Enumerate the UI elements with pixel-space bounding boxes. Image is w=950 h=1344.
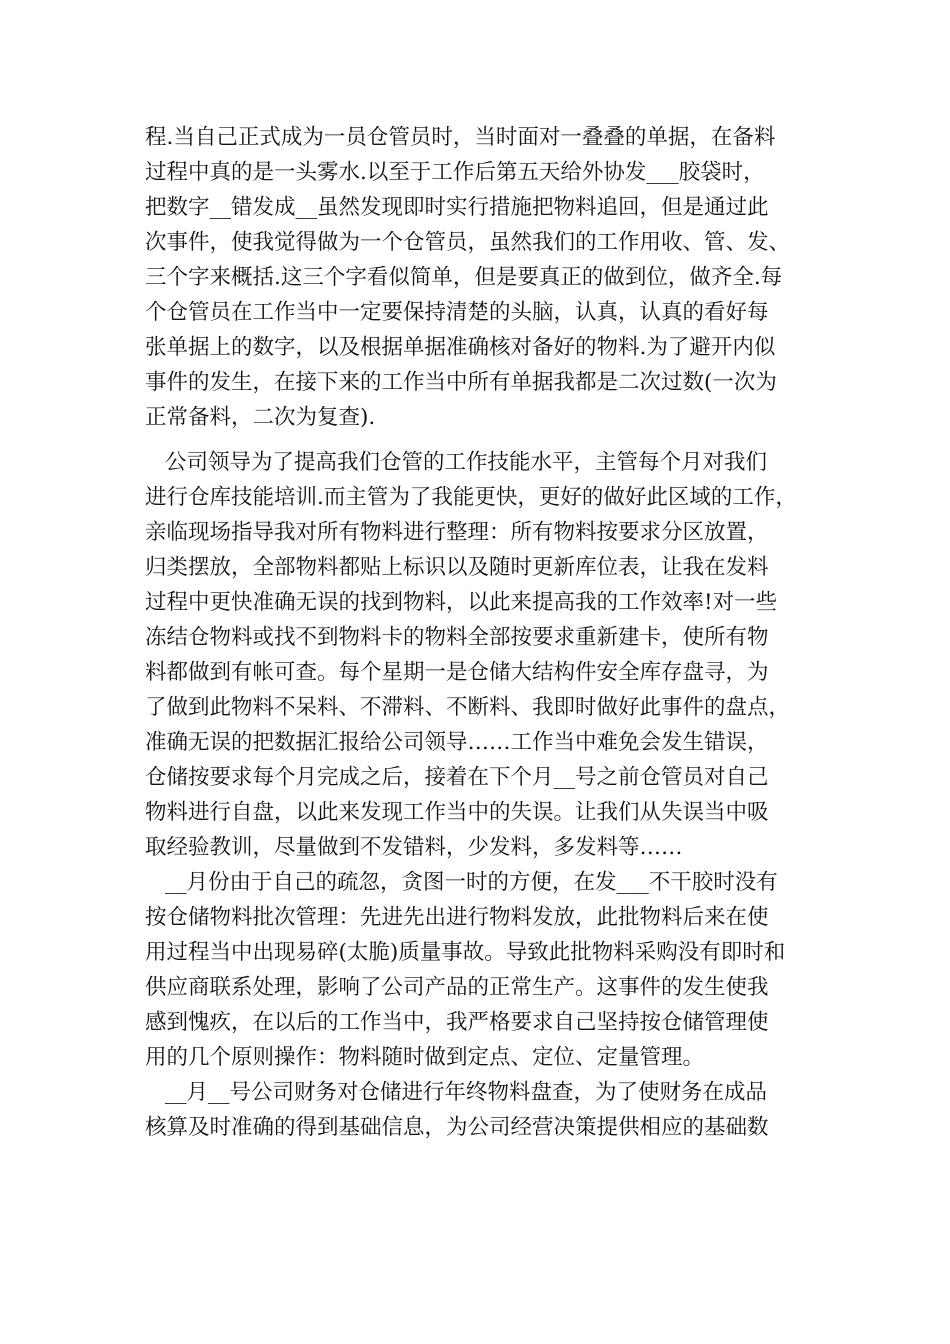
- text-line: 公司领导为了提高我们仓管的工作技能水平，主管每个月对我们: [165, 450, 768, 475]
- text-line: 感到愧疚，在以后的工作当中，我严格要求自己坚持按仓储管理使: [145, 1010, 769, 1035]
- text-line: 个仓管员在工作当中一定要保持清楚的头脑，认真，认真的看好每: [145, 300, 769, 325]
- text-line: 亲临现场指导我对所有物料进行整理：所有物料按要求分区放置，: [145, 520, 769, 545]
- text-line: 过程中真的是一头雾水.以至于工作后第五天给外协发___胶袋时，: [145, 160, 765, 185]
- paragraph-2: [145, 445, 815, 865]
- text-line: 进行仓库技能培训.而主管为了我能更快，更好的做好此区域的工作，: [145, 485, 797, 510]
- text-line: 张单据上的数字，以及根据单据准确核对备好的物料.为了避开内似: [145, 335, 776, 360]
- paragraph-gap: [145, 435, 815, 445]
- text-line: 把数字__错发成__虽然发现即时实行措施把物料追回，但是通过此: [145, 195, 769, 220]
- text-line: 冻结仓物料或找不到物料卡的物料全部按要求重新建卡，使所有物: [145, 625, 769, 650]
- paragraph-3: [145, 865, 815, 1075]
- text-line: 仓储按要求每个月完成之后，接着在下个月__号之前仓管员对自己: [145, 765, 769, 790]
- text-line: __月份由于自己的疏忽，贪图一时的方便，在发___不干胶时没有: [165, 870, 778, 895]
- text-line: 事件的发生，在接下来的工作当中所有单据我都是二次过数(一次为: [145, 370, 777, 395]
- text-line: 料都做到有帐可查。每个星期一是仓储大结构件安全库存盘寻，为: [145, 660, 769, 685]
- paragraph-1: [145, 120, 815, 435]
- text-line: 归类摆放，全部物料都贴上标识以及随时更新库位表，让我在发料: [145, 555, 769, 580]
- text-line: 按仓储物料批次管理：先进先出进行物料发放，此批物料后来在使: [145, 905, 769, 930]
- text-line: 三个字来概括.这三个字看似简单，但是要真正的做到位，做齐全.每: [145, 265, 783, 290]
- document-body: [145, 120, 815, 1145]
- text-line: 准确无误的把数据汇报给公司领导……工作当中难免会发生错误，: [145, 730, 769, 755]
- text-line: 次事件，使我觉得做为一个仓管员，虽然我们的工作用收、管、发、: [145, 230, 791, 255]
- paragraph-4: [145, 1075, 815, 1145]
- text-line: 核算及时准确的得到基础信息，为公司经营决策提供相应的基础数: [145, 1115, 769, 1140]
- text-line: 过程中更快准确无误的找到物料，以此来提高我的工作效率!对一些: [145, 590, 778, 615]
- text-line: 了做到此物料不呆料、不滞料、不断料、我即时做好此事件的盘点，: [145, 695, 791, 720]
- text-line: 用过程当中出现易碎(太脆)质量事故。导致此批物料采购没有即时和: [145, 940, 786, 965]
- text-line: 取经验教训，尽量做到不发错料，少发料，多发料等……: [145, 835, 683, 860]
- text-line: 正常备料，二次为复查).: [145, 405, 376, 430]
- text-line: 供应商联系处理，影响了公司产品的正常生产。这事件的发生使我: [145, 975, 769, 1000]
- text-line: 物料进行自盘，以此来发现工作当中的失误。让我们从失误当中吸: [145, 800, 769, 825]
- text-line: __月__号公司财务对仓储进行年终物料盘查，为了使财务在成品: [165, 1080, 768, 1105]
- text-line: 程.当自己正式成为一员仓管员时，当时面对一叠叠的单据，在备料: [145, 125, 776, 150]
- text-line: 用的几个原则操作：物料随时做到定点、定位、定量管理。: [145, 1045, 705, 1070]
